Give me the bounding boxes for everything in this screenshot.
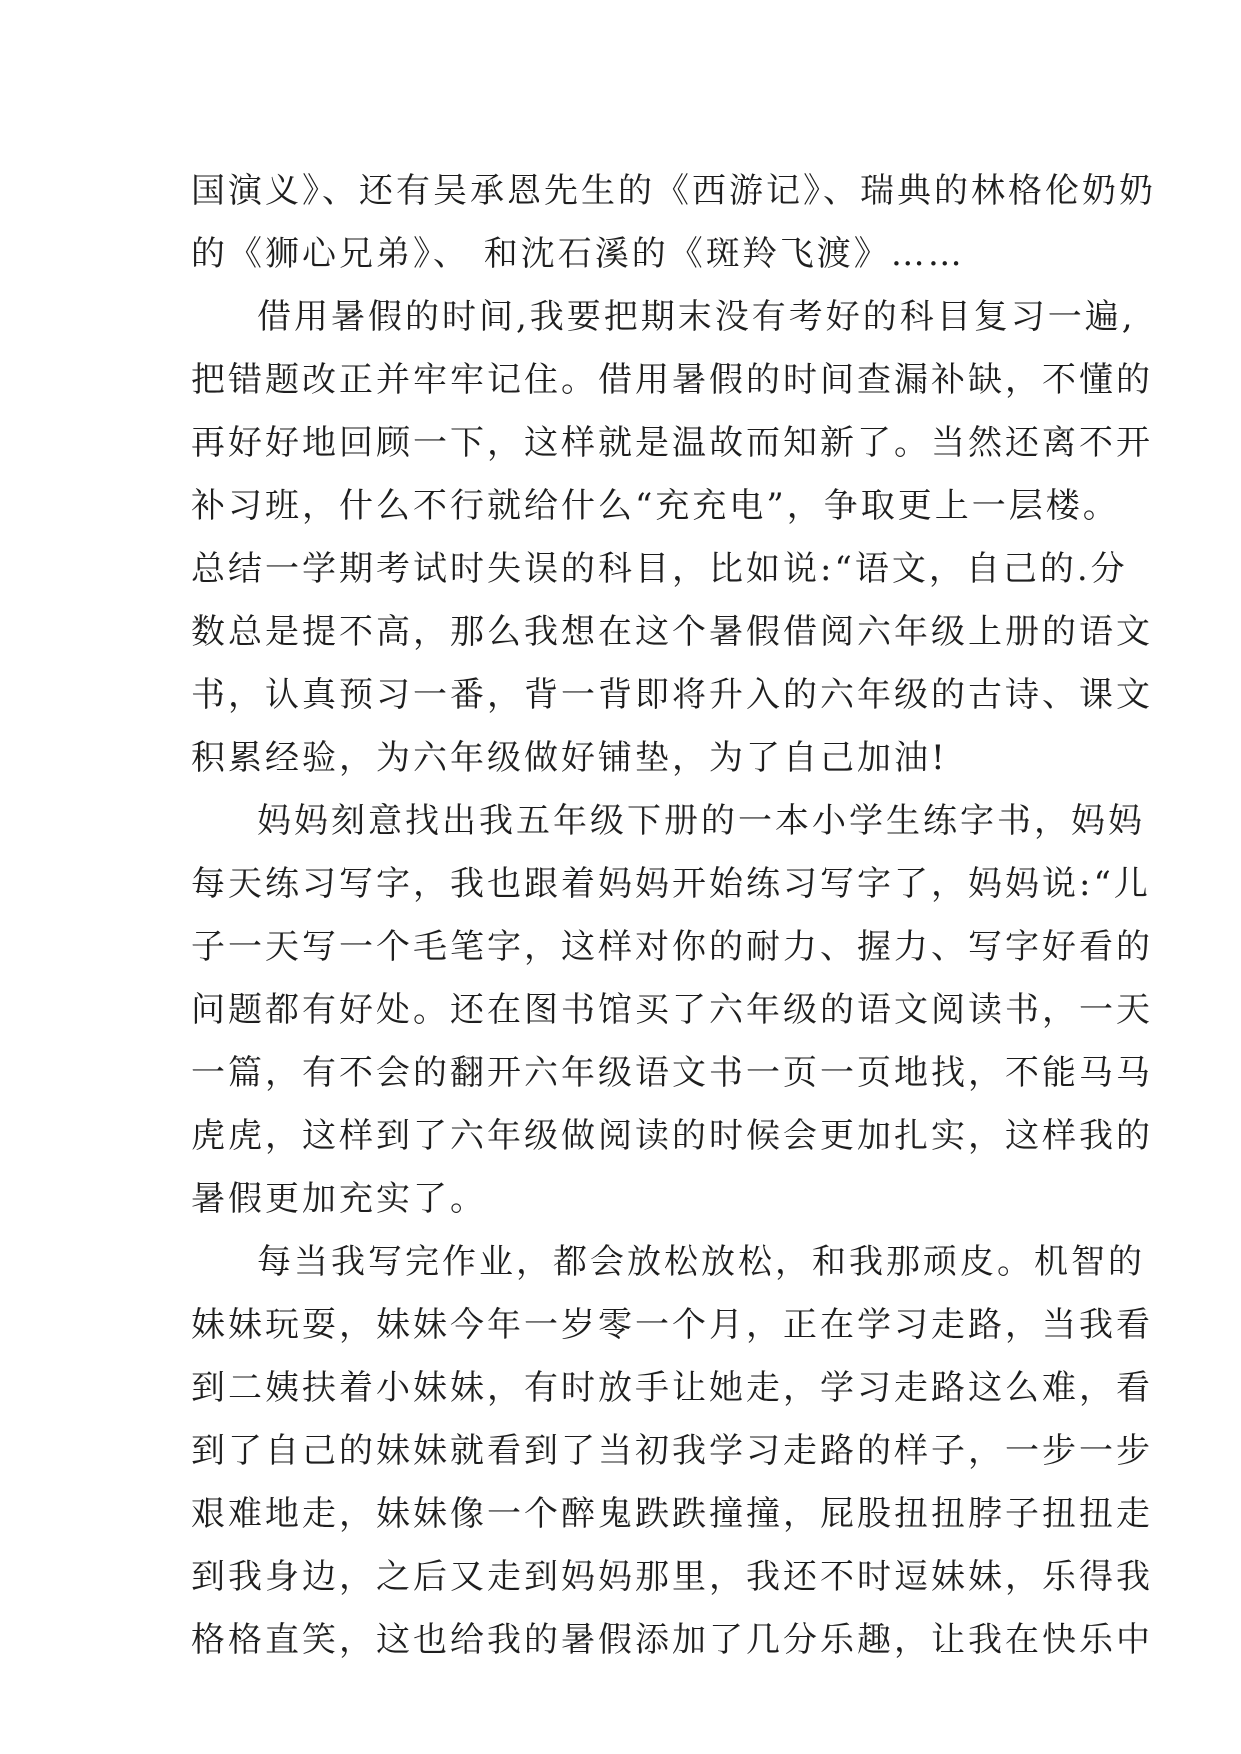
text-line: 把错题改正并牢牢记住。借用暑假的时间查漏补缺，不懂的 [191,360,1153,400]
text-line: 到了自己的妹妹就看到了当初我学习走路的样子，一步一步 [191,1431,1153,1471]
text-line: 问题都有好处。还在图书馆买了六年级的语文阅读书，一天 [191,990,1153,1030]
text-line: 再好好地回顾一下，这样就是温故而知新了。当然还离不开 [191,423,1153,463]
text-line: 妹妹玩耍，妹妹今年一岁零一个月，正在学习走路，当我看 [191,1305,1153,1345]
text-line: 总结一学期考试时失误的科目，比如说:“语文，自己的.分 [191,549,1128,589]
text-line: 书，认真预习一番，背一背即将升入的六年级的古诗、课文 [191,675,1153,715]
text-line: 到我身边，之后又走到妈妈那里，我还不时逗妹妹，乐得我 [191,1557,1153,1597]
text-line: 到二姨扶着小妹妹，有时放手让她走，学习走路这么难，看 [191,1368,1153,1408]
text-line: 补习班，什么不行就给什么“充充电”，争取更上一层楼。 [191,486,1120,526]
text-line: 积累经验，为六年级做好铺垫，为了自己加油! [191,738,948,778]
body-text [191,160,1156,1672]
text-line: 艰难地走，妹妹像一个醉鬼跌跌撞撞，屁股扭扭脖子扭扭走 [191,1494,1153,1534]
text-line: 国演义》、还有吴承恩先生的《西游记》、瑞典的林格伦奶奶 [191,171,1156,211]
paragraph-start-line: 妈妈刻意找出我五年级下册的一本小学生练字书，妈妈 [257,801,1145,841]
text-line: 数总是提不高，那么我想在这个暑假借阅六年级上册的语文 [191,612,1153,652]
text-line: 格格直笑，这也给我的暑假添加了几分乐趣，让我在快乐中 [191,1620,1153,1660]
text-line: 的《狮心兄弟》、 和沈石溪的《斑羚飞渡》…… [191,234,965,274]
text-line: 子一天写一个毛笔字，这样对你的耐力、握力、写字好看的 [191,927,1153,967]
text-line: 虎虎，这样到了六年级做阅读的时候会更加扎实，这样我的 [191,1116,1153,1156]
text-line: 暑假更加充实了。 [191,1179,487,1219]
paragraph-start-line: 每当我写完作业，都会放松放松，和我那顽皮。机智的 [257,1242,1145,1282]
paragraph-start-line: 借用暑假的时间,我要把期末没有考好的科目复习一遍, [257,297,1136,337]
text-line: 每天练习写字，我也跟着妈妈开始练习写字了，妈妈说:“儿 [191,864,1151,904]
text-line: 一篇，有不会的翻开六年级语文书一页一页地找，不能马马 [191,1053,1153,1093]
